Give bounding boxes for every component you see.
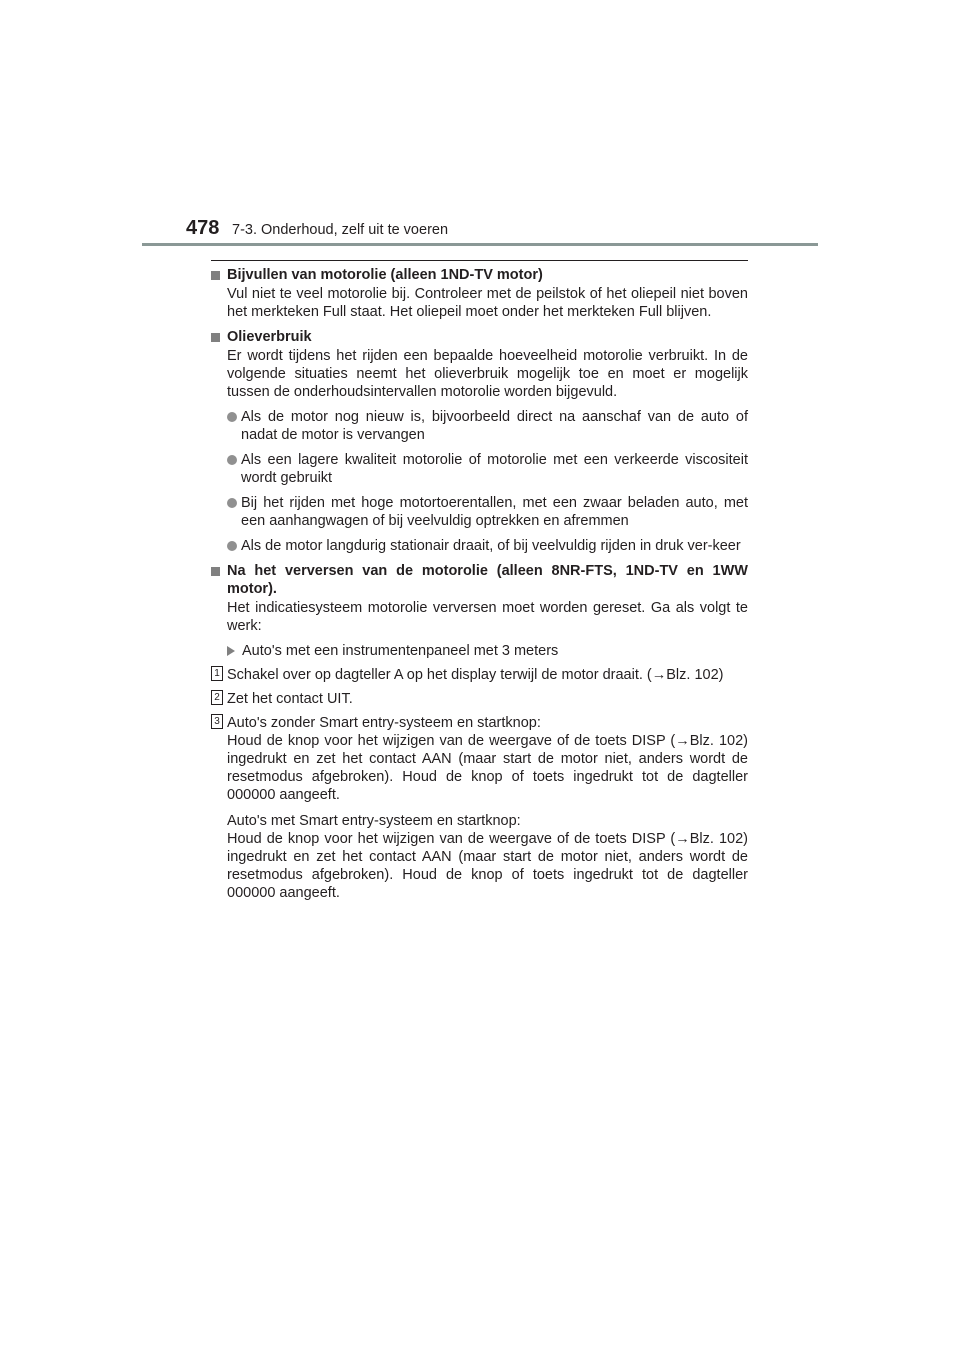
step-text: Houd de knop voor het wijzigen van de weergave of de toets DISP (→Blz. 102) ingedrukt en zet het contact AAN (maar start de motor niet, anders wordt de resetmodus afgebroken). Houd de knop of toets ingedrukt tot de dagteller 000000 aangeeft. xyxy=(227,831,748,901)
list-item-text: Als de motor langdurig stationair draait, of bij veelvuldig rijden in druk ver-keer xyxy=(241,538,741,554)
step-text: Zet het contact UIT. xyxy=(227,691,353,707)
step-text: Auto's met Smart entry-systeem en startknop: xyxy=(227,813,521,829)
step-number-badge: 3 xyxy=(211,714,223,729)
square-bullet-icon xyxy=(211,271,220,280)
header-rule xyxy=(142,243,818,246)
section-heading: Olieverbruik xyxy=(227,329,312,345)
section-body: Er wordt tijdens het rijden een bepaalde hoeveelheid motorolie verbruikt. In de volgende situaties neemt het olieverbruik mogelijk toe en moet er mogelijk tussen de onderhoudsintervallen motorolie worden bijgevuld. xyxy=(227,348,748,400)
list-item xyxy=(227,451,748,487)
page-number: 478 xyxy=(186,217,220,239)
step-number-badge: 2 xyxy=(211,690,223,705)
list-item-text: Als de motor nog nieuw is, bijvoorbeeld direct na aanschaf van de auto of nadat de motor is vervangen xyxy=(241,409,748,443)
section-body: Vul niet te veel motorolie bij. Controleer met de peilstok of het oliepeil niet boven het merkteken Full staat. Het oliepeil moet onder het merkteken Full blijven. xyxy=(227,286,748,320)
round-bullet-icon xyxy=(227,541,237,551)
list-item-text: Als een lagere kwaliteit motorolie of motorolie met een verkeerde viscositeit wordt gebruikt xyxy=(241,452,748,486)
section-after-oil-change xyxy=(211,562,748,902)
sub-heading xyxy=(227,642,748,660)
step-3 xyxy=(214,714,748,902)
round-bullet-icon xyxy=(227,498,237,508)
step-text: Schakel over op dagteller A op het display terwijl de motor draait. (→Blz. 102) xyxy=(227,667,724,683)
list-item xyxy=(227,494,748,530)
list-item-text: Bij het rijden met hoge motortoerentallen, met een zwaar beladen auto, met een aanhangwagen of bij veelvuldig optrekken en afremmen xyxy=(241,495,748,529)
section-oil-consumption xyxy=(211,328,748,555)
step-1 xyxy=(214,666,748,684)
section-title: 7-3. Onderhoud, zelf uit te voeren xyxy=(232,222,449,238)
step-number-badge: 1 xyxy=(211,666,223,681)
list-item xyxy=(227,537,748,555)
section-body: Het indicatiesysteem motorolie verversen moet worden gereset. Ga als volgt te werk: xyxy=(227,600,748,634)
content-top-rule xyxy=(211,260,748,261)
list-item xyxy=(227,408,748,444)
section-refilling-oil xyxy=(211,266,748,321)
square-bullet-icon xyxy=(211,567,220,576)
sub-heading-text: Auto's met een instrumentenpaneel met 3 meters xyxy=(242,643,559,659)
round-bullet-icon xyxy=(227,455,237,465)
section-heading: Na het verversen van de motorolie (alleen 8NR-FTS, 1ND-TV en 1WW motor). xyxy=(227,563,748,597)
section-heading: Bijvullen van motorolie (alleen 1ND-TV motor) xyxy=(227,267,543,283)
content xyxy=(211,266,748,909)
step-text: Houd de knop voor het wijzigen van de weergave of de toets DISP (→Blz. 102) ingedrukt en zet het contact AAN (maar start de motor niet, anders wordt de resetmodus afgebroken). Houd de knop of toets ingedrukt tot de dagteller 000000 aangeeft. xyxy=(227,733,748,803)
round-bullet-icon xyxy=(227,412,237,422)
square-bullet-icon xyxy=(211,333,220,342)
step-text: Auto's zonder Smart entry-systeem en startknop: xyxy=(227,715,541,731)
triangle-arrow-icon xyxy=(227,646,235,656)
step-2 xyxy=(214,690,748,708)
